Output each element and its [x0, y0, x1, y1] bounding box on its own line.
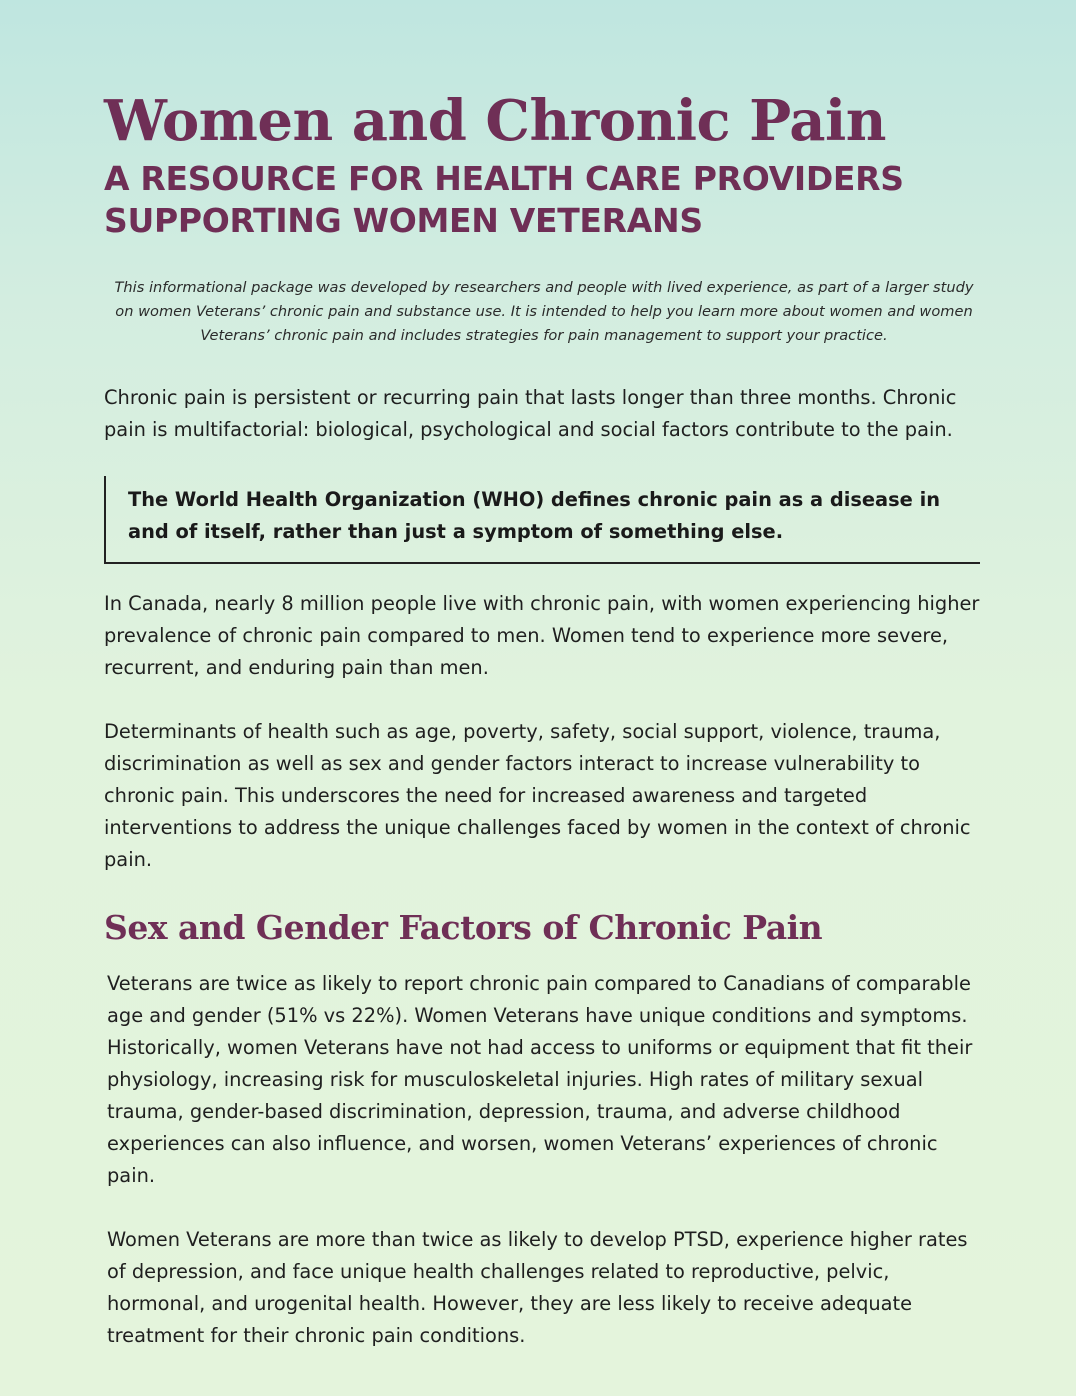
page-subtitle: A RESOURCE FOR HEALTH CARE PROVIDERS SUPPORTING WOMEN VETERANS	[104, 159, 904, 240]
section-heading: Sex and Gender Factors of Chronic Pain	[104, 908, 823, 947]
intro-note: This informational package was developed by researchers and people with lived experience, as part of a larger study on women Veterans’ chronic pain and substance use. It is intended to help you learn more about women and women Veterans’ chronic pain and includes strategies for pain management to support your practice.	[114, 279, 974, 344]
who-callout-text: The World Health Organization (WHO) defines chronic pain as a disease in and of itself, rather than just a symptom of something else.	[128, 488, 941, 543]
determinants-paragraph: Determinants of health such as age, poverty, safety, social support, violence, trauma, discrimination as well as sex and gender factors interact to increase vulnerability to chronic pain. This underscores the need for increased awareness and targeted interventions to address the unique challenges faced by women in the context of chronic pain.	[104, 720, 971, 871]
ptsd-paragraph: Women Veterans are more than twice as likely to develop PTSD, experience higher rates of depression, and face unique health challenges related to reproductive, pelvic, hormonal, and urogenital health. However, they are less likely to receive adequate treatment for their chronic pain conditions.	[107, 1228, 968, 1347]
page-title: Women and Chronic Pain	[104, 88, 887, 154]
definition-paragraph: Chronic pain is persistent or recurring pain that lasts longer than three months. Chronic pain is multifactorial: biological, psychological and social factors contribute to the pain.	[104, 386, 957, 441]
veterans-paragraph: Veterans are twice as likely to report chronic pain compared to Canadians of comparable age and gender (51% vs 22%). Women Veterans have unique conditions and symptoms. Historically, women Veterans have not had access to uniforms or equipment that fit their physiology, increasing risk for musculoskeletal injuries. High rates of military sexual trauma, gender-based discrimination, depression, trauma, and adverse childhood experiences can also influence, and worsen, women Veterans’ experiences of chronic pain.	[107, 972, 973, 1187]
document-page	[104, 88, 984, 1352]
section-body	[104, 968, 984, 1352]
canada-paragraph: In Canada, nearly 8 million people live with chronic pain, with women experiencing higher prevalence of chronic pain compared to men. Women tend to experience more severe, recurrent, and enduring pain than men.	[104, 592, 980, 679]
who-callout	[104, 476, 980, 564]
